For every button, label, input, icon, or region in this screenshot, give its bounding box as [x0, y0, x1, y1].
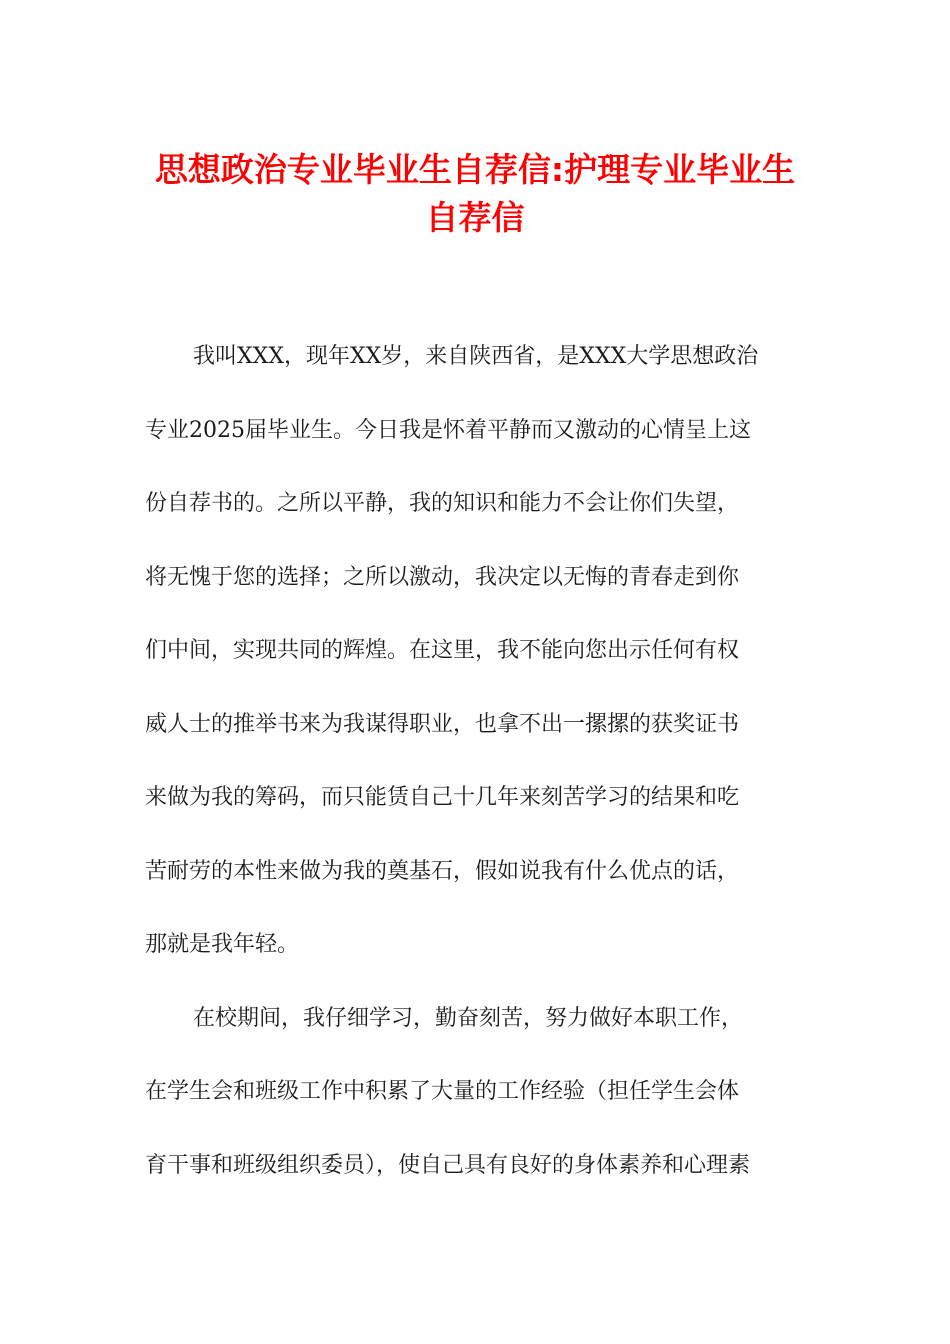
paragraph-2 — [145, 982, 805, 1203]
title-line-1: 思想政治专业毕业生自荐信:护理专业毕业生 — [154, 150, 796, 189]
document-title — [120, 146, 830, 242]
paragraph-1-line-4: 将无愧于您的选择；之所以激动，我决定以无悔的青春走到你 — [145, 564, 740, 590]
paragraph-2-line-3: 育干事和班级组织委员），使自己具有良好的身体素养和心理素 — [145, 1152, 751, 1178]
paragraph-1-line-2: 专业2025届毕业生。今日我是怀着平静而又激动的心情呈上这 — [145, 417, 751, 443]
paragraph-2-line-1: 在校期间，我仔细学习，勤奋刻苦，努力做好本职工作， — [193, 1005, 744, 1031]
paragraph-1-line-7: 来做为我的筹码，而只能赁自己十几年来刻苦学习的结果和吃 — [145, 785, 740, 810]
paragraph-1-line-6: 威人士的推举书来为我谋得职业，也拿不出一摞摞的获奖证书 — [145, 711, 740, 737]
paragraph-1-line-1: 我叫XXX，现年XX岁，来自陕西省，是XXX大学思想政治 — [193, 344, 759, 369]
paragraph-2-line-2: 在学生会和班级工作中积累了大量的工作经验（担任学生会体 — [145, 1079, 740, 1104]
paragraph-1-line-8: 苦耐劳的本性来做为我的奠基石，假如说我有什么优点的话， — [145, 858, 740, 884]
paragraph-1 — [145, 320, 805, 982]
title-line-2: 自荐信 — [425, 198, 525, 237]
document-body — [145, 320, 805, 1202]
paragraph-1-line-5: 们中间，实现共同的辉煌。在这里，我不能向您出示任何有权 — [145, 638, 740, 663]
paragraph-1-line-9: 那就是我年轻。 — [145, 932, 300, 957]
paragraph-1-line-3: 份自荐书的。之所以平静，我的知识和能力不会让你们失望， — [145, 491, 740, 516]
